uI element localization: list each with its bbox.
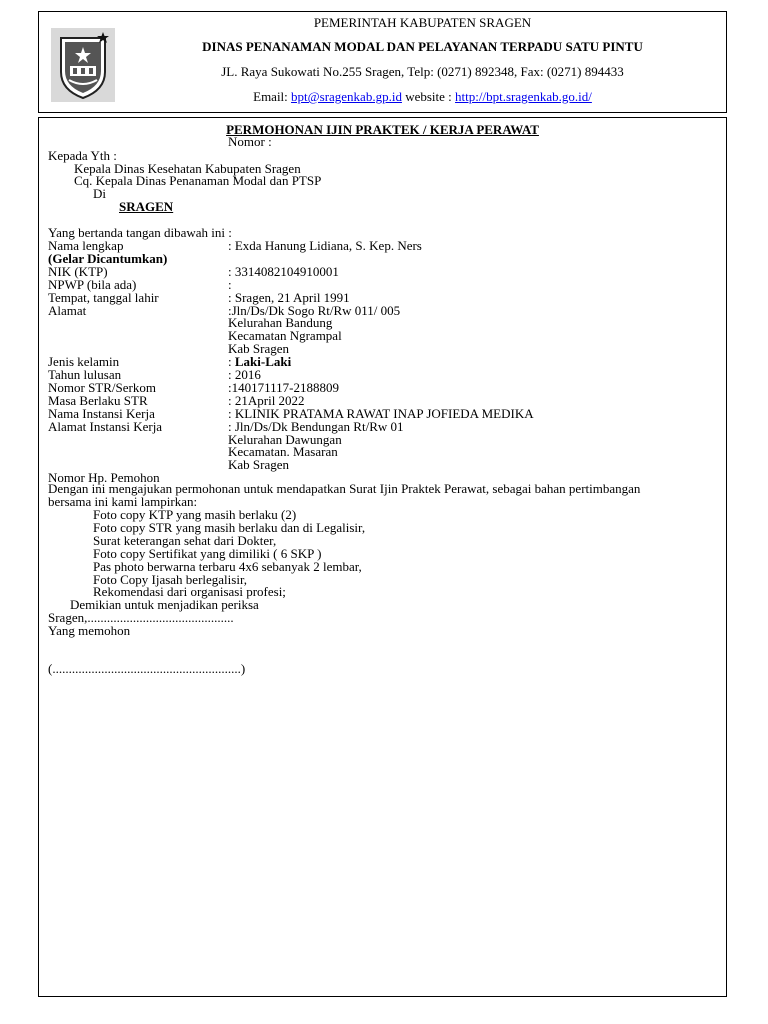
- website-label: website :: [401, 89, 456, 104]
- field-label: Masa Berlaku STR: [48, 392, 148, 408]
- field-label: NPWP (bila ada): [48, 276, 137, 292]
- field-value: : 21April 2022: [228, 392, 305, 408]
- nomor-label: Nomor :: [228, 134, 272, 149]
- attachment-item: Foto copy Sertifikat yang dimiliki ( 6 SKP ): [93, 545, 322, 561]
- attachment-item: Rekomendasi dari organisasi profesi;: [93, 584, 286, 600]
- field-label: Alamat: [48, 302, 87, 318]
- field-value: :: [228, 276, 232, 292]
- place-date-line: Sragen,.............................................: [48, 610, 234, 625]
- attachment-item: Surat keterangan sehat dari Dokter,: [93, 532, 277, 548]
- field-value: : Sragen, 21 April 1991: [228, 289, 350, 305]
- field-label: (Gelar Dicantumkan): [48, 250, 168, 266]
- field-value: : 2016: [228, 367, 261, 382]
- attachment-item: Foto copy STR yang masih berlaku dan di Legalisir,: [93, 519, 366, 535]
- field-value: Kelurahan Dawungan: [228, 431, 342, 447]
- field-label: NIK (KTP): [48, 263, 108, 279]
- field-value: : KLINIK PRATAMA RAWAT INAP JOFIEDA MEDIKA: [228, 405, 534, 421]
- attachment-item: Pas photo berwarna terbaru 4x6 sebanyak 2 lembar,: [93, 558, 362, 574]
- addressee-line-1: Kepala Dinas Kesehatan Kabupaten Sragen: [74, 161, 301, 176]
- field-value: Kecamatan. Masaran: [228, 444, 338, 460]
- field-value: Kab Sragen: [228, 457, 290, 473]
- signature-line: (..........................................................): [48, 661, 246, 676]
- field-value: Kelurahan Bandung: [228, 315, 333, 331]
- addressee-heading: Kepada Yth :: [48, 148, 117, 163]
- field-value-prefix: :: [228, 354, 235, 370]
- crest-emblem-icon: [51, 28, 115, 102]
- request-paragraph-line-2: bersama ini kami lampirkan:: [48, 494, 198, 509]
- field-label: Jenis kelamin: [48, 354, 120, 370]
- field-value: :140171117-2188809: [228, 379, 339, 395]
- email-label: Email:: [253, 89, 292, 104]
- attachment-item: Foto copy KTP yang masih berlaku (2): [93, 507, 297, 522]
- email-link[interactable]: bpt@sragenkab.gp.id: [291, 89, 402, 104]
- closing-text: Demikian untuk menjadikan periksa: [70, 597, 259, 612]
- di-label: Di: [93, 186, 106, 201]
- form-title: PERMOHONAN IJIN PRAKTEK / KERJA PERAWAT: [226, 122, 539, 137]
- kop-agency-name: DINAS PENANAMAN MODAL DAN PELAYANAN TERPADU SATU PINTU: [202, 39, 643, 54]
- field-label: Nama Instansi Kerja: [48, 405, 155, 421]
- intro-text: Yang bertanda tangan dibawah ini :: [48, 225, 232, 240]
- field-label: Nomor STR/Serkom: [48, 379, 156, 395]
- field-value: : 3314082104910001: [228, 263, 339, 279]
- field-label: Tempat, tanggal lahir: [48, 289, 159, 305]
- field-label: Alamat Instansi Kerja: [48, 418, 163, 434]
- website-link[interactable]: http://bpt.sragenkab.go.id/: [455, 89, 592, 104]
- request-paragraph-line-1: Dengan ini mengajukan permohonan untuk mendapatkan Surat Ijin Praktek Perawat, sebagai bahan pertimbangan: [48, 481, 641, 496]
- addressee-line-2: Cq. Kepala Dinas Penanaman Modal dan PTSP: [74, 173, 322, 188]
- field-label: Nomor Hp. Pemohon: [48, 470, 160, 486]
- attachment-item: Foto Copy Ijasah berlegalisir,: [93, 571, 248, 587]
- kop-government-name: PEMERINTAH KABUPATEN SRAGEN: [313, 15, 532, 30]
- field-value: :Jln/Ds/Dk Sogo Rt/Rw 011/ 005: [228, 302, 401, 318]
- kop-contact: [119, 89, 726, 105]
- field-label: Nama lengkap: [48, 238, 124, 253]
- letterhead: [38, 11, 727, 113]
- form-body: [38, 117, 727, 997]
- kop-address: JL. Raya Sukowati No.255 Sragen, Telp: (0271) 892348, Fax: (0271) 894433: [221, 64, 624, 79]
- field-value: Kab Sragen: [228, 341, 290, 357]
- field-label: Tahun lulusan: [48, 367, 122, 382]
- field-value: Kecamatan Ngrampal: [228, 328, 342, 344]
- field-value: : Exda Hanung Lidiana, S. Kep. Ners: [228, 238, 422, 253]
- city-label: SRAGEN: [119, 199, 174, 214]
- applicant-label: Yang memohon: [48, 623, 131, 638]
- field-value-bold: Laki-Laki: [234, 354, 292, 370]
- field-value: : Jln/Ds/Dk Bendungan Rt/Rw 01: [228, 418, 404, 434]
